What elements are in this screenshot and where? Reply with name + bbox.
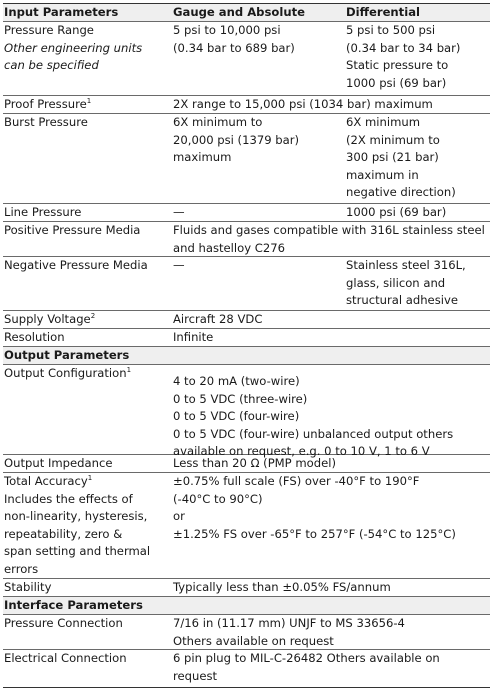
interface-parameters-section <box>3 597 490 615</box>
total-accuracy-note-4: span setting and thermal <box>4 544 151 559</box>
pressure-connection-line-1: 7/16 in (11.17 mm) UNJF to MS 33656-4 <box>173 616 405 630</box>
pressure-connection-label: Pressure Connection <box>4 616 123 630</box>
output-parameters-section <box>3 347 490 365</box>
burst-pressure-diff-4: maximum in <box>346 167 419 182</box>
positive-media-value-cell <box>173 222 485 257</box>
proof-pressure-value: 2X range to 15,000 psi (1034 bar) maximum <box>173 97 433 111</box>
output-config-label: Output Configuration <box>4 366 127 380</box>
table-row-pressure-range <box>3 22 490 96</box>
output-parameters-heading: Output Parameters <box>4 348 130 362</box>
negative-media-diff-2: glass, silicon and <box>346 275 446 290</box>
negative-media-label: Negative Pressure Media <box>4 258 148 272</box>
table-row-pressure-connection <box>3 615 490 650</box>
total-accuracy-line-1: ±0.75% full scale (FS) over -40°F to 190°F <box>173 474 420 488</box>
pressure-range-diff-1: 5 psi to 500 psi <box>346 23 436 37</box>
table-row-output-config <box>3 365 490 459</box>
output-config-line-4: 0 to 5 VDC (four-wire) unbalanced output others <box>173 426 454 441</box>
resolution-value: Infinite <box>173 330 214 344</box>
total-accuracy-line-3: or <box>173 509 185 524</box>
pressure-range-diff-2: (0.34 bar to 34 bar) <box>346 40 461 55</box>
total-accuracy-line-2: (-40°C to 90°C) <box>173 491 263 506</box>
supply-voltage-label-cell <box>4 311 95 329</box>
burst-pressure-gauge-cell <box>173 114 299 167</box>
burst-pressure-gauge-1: 6X minimum to <box>173 115 263 129</box>
total-accuracy-value-cell <box>173 473 456 543</box>
table-row-negative-media <box>3 257 490 311</box>
stability-value: Typically less than ±0.05% FS/annum <box>173 580 391 594</box>
table-row-positive-media <box>3 222 490 257</box>
table-row-resolution <box>3 329 490 347</box>
pressure-range-label-cell <box>4 22 142 75</box>
supply-voltage-value: Aircraft 28 VDC <box>173 312 263 326</box>
burst-pressure-gauge-3: maximum <box>173 150 232 165</box>
line-pressure-label: Line Pressure <box>4 205 82 219</box>
output-config-value-cell <box>173 373 453 461</box>
burst-pressure-diff-cell <box>346 114 456 202</box>
input-parameters-heading: Input Parameters <box>4 5 119 19</box>
negative-media-diff-3: structural adhesive <box>346 293 458 308</box>
pressure-range-gauge-1: 5 psi to 10,000 psi <box>173 23 281 37</box>
proof-pressure-footnote: 1 <box>86 97 92 105</box>
positive-media-line-2: and hastelloy C276 <box>173 240 285 255</box>
positive-media-line-1: Fluids and gases compatible with 316L stainless steel <box>173 223 485 237</box>
line-pressure-gauge: — <box>173 205 185 219</box>
negative-media-diff-1: Stainless steel 316L, <box>346 258 466 272</box>
output-config-line-5: available on request, e.g. 0 to 10 V, 1 to 6 V <box>173 444 430 459</box>
resolution-label: Resolution <box>4 330 65 344</box>
supply-voltage-footnote: 2 <box>90 312 96 320</box>
output-config-line-3: 0 to 5 VDC (four-wire) <box>173 409 300 424</box>
table-row-stability <box>3 579 490 597</box>
negative-media-diff-cell <box>346 257 466 310</box>
burst-pressure-diff-3: 300 psi (21 bar) <box>346 150 439 165</box>
total-accuracy-note-5: errors <box>4 561 39 576</box>
negative-media-gauge: — <box>173 258 185 272</box>
total-accuracy-label-cell <box>4 473 150 579</box>
total-accuracy-line-4: ±1.25% FS over -65°F to 257°F (-54°C to 125°C) <box>173 526 456 541</box>
pressure-range-note-2: can be specified <box>4 58 99 73</box>
burst-pressure-diff-1: 6X minimum <box>346 115 421 129</box>
pressure-connection-value-cell <box>173 615 405 650</box>
total-accuracy-label: Total Accuracy <box>4 474 88 488</box>
spec-table <box>3 3 490 688</box>
pressure-range-gauge-2: (0.34 bar to 689 bar) <box>173 40 295 55</box>
electrical-connection-label: Electrical Connection <box>4 651 127 665</box>
stability-label: Stability <box>4 580 52 594</box>
pressure-range-diff-4: 1000 psi (69 bar) <box>346 75 447 90</box>
table-row-supply-voltage <box>3 311 490 329</box>
pressure-range-label: Pressure Range <box>4 23 94 37</box>
burst-pressure-diff-2: (2X minimum to <box>346 132 440 147</box>
output-impedance-label: Output Impedance <box>4 456 113 470</box>
output-config-line-2: 0 to 5 VDC (three-wire) <box>173 391 308 406</box>
table-row-electrical-connection <box>3 650 490 687</box>
output-config-line-1: 4 to 20 mA (two-wire) <box>173 374 300 388</box>
table-header-row <box>3 4 490 22</box>
burst-pressure-gauge-2: 20,000 psi (1379 bar) <box>173 132 300 147</box>
table-row-proof-pressure <box>3 96 490 114</box>
differential-heading: Differential <box>346 5 421 19</box>
interface-parameters-heading: Interface Parameters <box>4 598 143 612</box>
table-row-burst-pressure <box>3 114 490 204</box>
pressure-connection-line-2: Others available on request <box>173 633 334 648</box>
total-accuracy-footnote: 1 <box>87 474 93 482</box>
total-accuracy-note-1: Includes the effects of <box>4 491 133 506</box>
output-impedance-value: Less than 20 Ω (PMP model) <box>173 456 336 470</box>
pressure-range-note-1: Other engineering units <box>4 40 143 55</box>
output-config-label-cell <box>4 365 131 383</box>
proof-pressure-label: Proof Pressure <box>4 97 87 111</box>
output-config-footnote: 1 <box>126 366 132 374</box>
table-row-output-impedance <box>3 455 490 473</box>
supply-voltage-label: Supply Voltage <box>4 312 91 326</box>
electrical-connection-value-cell <box>173 650 440 685</box>
pressure-range-diff-cell <box>346 22 460 92</box>
table-row-line-pressure <box>3 204 490 222</box>
pressure-range-gauge-cell <box>173 22 295 57</box>
table-row-total-accuracy <box>3 473 490 579</box>
positive-media-label: Positive Pressure Media <box>4 223 141 237</box>
pressure-range-diff-3: Static pressure to <box>346 58 449 73</box>
burst-pressure-label: Burst Pressure <box>4 115 88 129</box>
electrical-connection-line-2: request <box>173 668 218 683</box>
proof-pressure-label-cell <box>4 96 91 114</box>
line-pressure-diff: 1000 psi (69 bar) <box>346 205 447 219</box>
electrical-connection-line-1: 6 pin plug to MIL-C-26482 Others available on <box>173 651 440 665</box>
total-accuracy-note-3: repeatability, zero & <box>4 526 123 541</box>
total-accuracy-note-2: non-linearity, hysteresis, <box>4 509 148 524</box>
burst-pressure-diff-5: negative direction) <box>346 185 456 200</box>
gauge-absolute-heading: Gauge and Absolute <box>173 5 305 19</box>
